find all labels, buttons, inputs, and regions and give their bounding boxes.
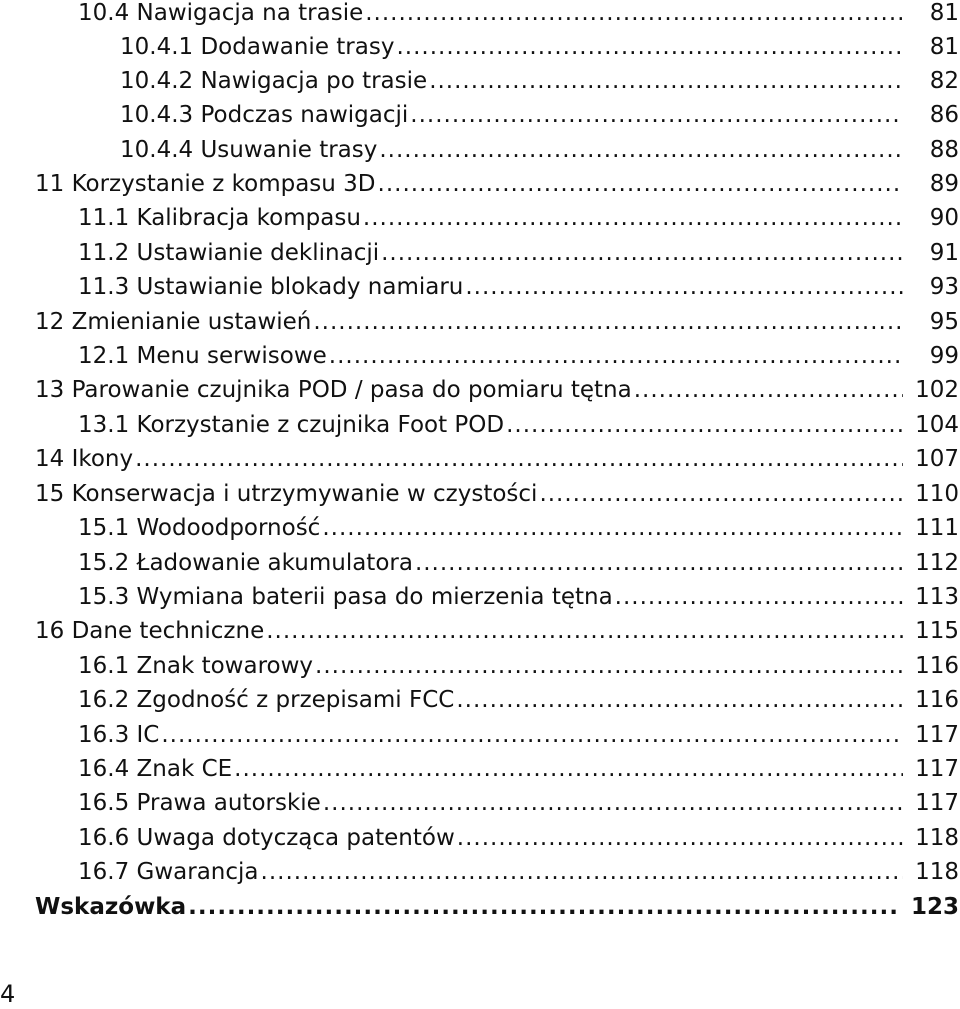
- toc-entry-title: 16 Dane techniczne: [35, 618, 265, 644]
- toc-entry[interactable]: [78, 580, 959, 614]
- toc-dot-leader: [161, 718, 903, 752]
- toc-entry-title: 12.1 Menu serwisowe: [78, 343, 327, 369]
- toc-entry-title: 12 Zmienianie ustawień: [35, 309, 312, 335]
- toc-entry-page: 123: [910, 894, 959, 920]
- toc-entry-page: 115: [915, 618, 959, 644]
- toc-dot-leader: [378, 167, 903, 201]
- toc-entry-title: 11.3 Ustawianie blokady namiaru: [78, 274, 464, 300]
- toc-entry-page: 113: [915, 584, 959, 610]
- toc-entry[interactable]: [78, 511, 959, 545]
- toc-entry-title: 10.4.1 Dodawanie trasy: [120, 34, 395, 60]
- toc-entry-page: 117: [915, 756, 959, 782]
- toc-entry-page: 86: [929, 102, 959, 128]
- toc-entry-title: 16.7 Gwarancja: [78, 859, 259, 885]
- toc-dot-leader: [313, 305, 903, 339]
- toc-entry-page: 104: [915, 412, 959, 438]
- toc-dot-leader: [261, 855, 903, 889]
- toc-dot-leader: [329, 339, 903, 373]
- toc-entry-title: 10.4.4 Usuwanie trasy: [120, 137, 378, 163]
- toc-entry-page: 112: [915, 550, 959, 576]
- toc-entry[interactable]: [35, 373, 959, 407]
- toc-entry[interactable]: [78, 649, 959, 683]
- toc-entry-title: 15.1 Wodoodporność: [78, 515, 321, 541]
- toc-entry-title: 10.4.3 Podczas nawigacji: [120, 102, 409, 128]
- toc-entry-title: 11.2 Ustawianie deklinacji: [78, 240, 380, 266]
- toc-dot-leader: [135, 442, 903, 476]
- toc-dot-leader: [539, 477, 903, 511]
- toc-entry-page: 81: [929, 34, 959, 60]
- toc-dot-leader: [456, 683, 903, 717]
- toc-dot-leader: [415, 546, 903, 580]
- toc-entry-page: 90: [929, 205, 959, 231]
- toc-entry[interactable]: [78, 201, 959, 235]
- toc-entry[interactable]: [35, 442, 959, 476]
- toc-entry[interactable]: [78, 683, 959, 717]
- toc-dot-leader: [506, 408, 903, 442]
- toc-entry-page: 118: [915, 825, 959, 851]
- toc-entry[interactable]: [120, 133, 959, 167]
- toc-entry-title: 11 Korzystanie z kompasu 3D: [35, 171, 376, 197]
- toc-entry-page: 93: [929, 274, 959, 300]
- toc-entry-title: 10.4.2 Nawigacja po trasie: [120, 68, 428, 94]
- toc-entry-title: 15.3 Wymiana baterii pasa do mierzenia tętna: [78, 584, 613, 610]
- toc-entry[interactable]: [78, 236, 959, 270]
- toc-dot-leader: [188, 890, 901, 924]
- toc-entry[interactable]: [78, 546, 959, 580]
- toc-dot-leader: [322, 511, 903, 545]
- toc-entry[interactable]: [78, 270, 959, 304]
- toc-entry-page: 117: [915, 722, 959, 748]
- toc-entry[interactable]: [35, 167, 959, 201]
- toc-entry-page: 116: [915, 687, 959, 713]
- toc-entry-page: 110: [915, 481, 959, 507]
- toc-entry-title: 15 Konserwacja i utrzymywanie w czystości: [35, 481, 538, 507]
- toc-entry[interactable]: [35, 890, 959, 924]
- page-number: 4: [0, 980, 16, 1008]
- toc-entry[interactable]: [35, 305, 959, 339]
- toc-entry-page: 102: [915, 377, 959, 403]
- toc-entry[interactable]: [78, 408, 959, 442]
- toc-entry[interactable]: [78, 0, 959, 30]
- toc-entry-page: 99: [929, 343, 959, 369]
- toc-entry-title: 13.1 Korzystanie z czujnika Foot POD: [78, 412, 505, 438]
- toc-entry[interactable]: [78, 752, 959, 786]
- toc-entry-title: 16.4 Znak CE: [78, 756, 233, 782]
- toc-dot-leader: [379, 133, 903, 167]
- toc-entry-title: 15.2 Ładowanie akumulatora: [78, 550, 413, 576]
- toc-dot-leader: [396, 30, 903, 64]
- toc-dot-leader: [363, 201, 903, 235]
- toc-entry[interactable]: [120, 64, 959, 98]
- toc-entry-title: 11.1 Kalibracja kompasu: [78, 205, 361, 231]
- toc-entry-title: 10.4 Nawigacja na trasie: [78, 0, 364, 26]
- toc-dot-leader: [365, 0, 903, 30]
- toc-entry[interactable]: [35, 614, 959, 648]
- toc-entry-page: 117: [915, 790, 959, 816]
- toc-entry[interactable]: [120, 98, 959, 132]
- toc-entry[interactable]: [35, 477, 959, 511]
- toc-entry-page: 82: [929, 68, 959, 94]
- toc-entry-page: 111: [915, 515, 959, 541]
- toc-entry-title: 16.6 Uwaga dotycząca patentów: [78, 825, 455, 851]
- toc-dot-leader: [410, 98, 903, 132]
- toc-entry-page: 88: [929, 137, 959, 163]
- toc-entry-page: 89: [929, 171, 959, 197]
- toc-entry-title: 16.1 Znak towarowy: [78, 653, 314, 679]
- toc-dot-leader: [457, 821, 903, 855]
- toc-dot-leader: [465, 270, 903, 304]
- toc-dot-leader: [266, 614, 903, 648]
- toc-entry[interactable]: [78, 339, 959, 373]
- toc-dot-leader: [315, 649, 903, 683]
- toc-dot-leader: [429, 64, 903, 98]
- toc-entry[interactable]: [78, 718, 959, 752]
- toc-dot-leader: [323, 786, 903, 820]
- toc-entry-title: 16.5 Prawa autorskie: [78, 790, 321, 816]
- toc-entry-page: 95: [929, 309, 959, 335]
- toc-entry-title: 13 Parowanie czujnika POD / pasa do pomiaru tętna: [35, 377, 632, 403]
- toc-entry-title: Wskazówka: [35, 894, 187, 920]
- toc-dot-leader: [615, 580, 903, 614]
- toc-entry-title: 16.2 Zgodność z przepisami FCC: [78, 687, 455, 713]
- toc-entry-title: 16.3 IC: [78, 722, 160, 748]
- toc-entry[interactable]: [78, 786, 959, 820]
- toc-entry[interactable]: [78, 821, 959, 855]
- toc-entry[interactable]: [78, 855, 959, 889]
- toc-entry-page: 91: [929, 240, 959, 266]
- toc-dot-leader: [634, 373, 903, 407]
- toc-entry-page: 81: [929, 0, 959, 26]
- toc-entry[interactable]: [120, 30, 959, 64]
- toc-dot-leader: [381, 236, 903, 270]
- toc-dot-leader: [234, 752, 903, 786]
- toc-entry-page: 118: [915, 859, 959, 885]
- toc-entry-page: 116: [915, 653, 959, 679]
- toc-entry-page: 107: [915, 446, 959, 472]
- toc-entry-title: 14 Ikony: [35, 446, 134, 472]
